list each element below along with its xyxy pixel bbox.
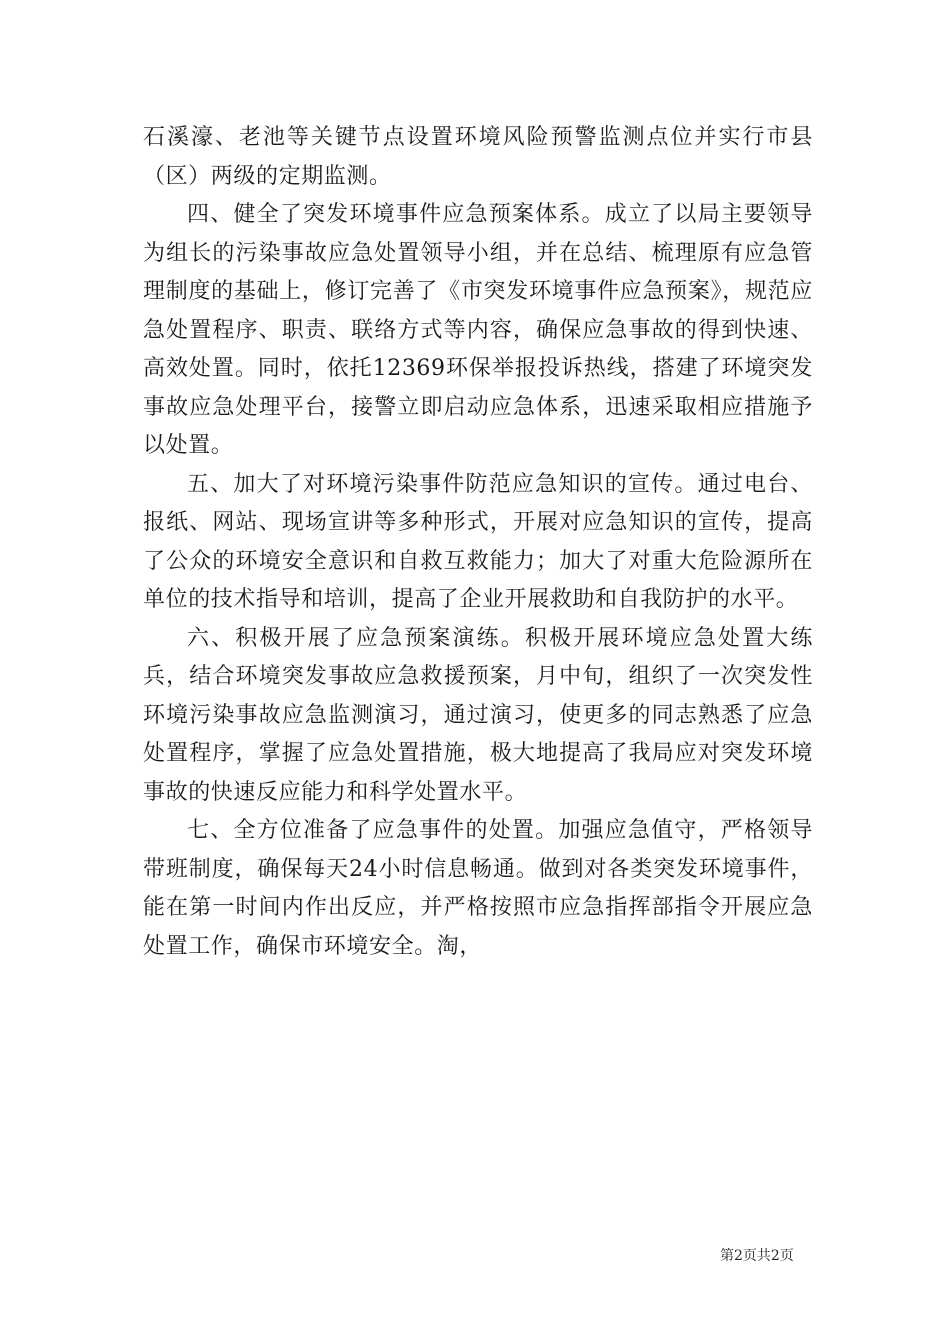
paragraph-section-7: 七、全方位准备了应急事件的处置。加强应急值守，严格领导带班制度，确保每天24小时信息畅通。做到对各类突发环境事件，能在第一时间内作出反应，并严格按照市应急指挥部指令开展应急处置工作，确保市环境安全。淘， (143, 818, 813, 959)
paragraph-section-6: 六、积极开展了应急预案演练。积极开展环境应急处置大练兵，结合环境突发事故应急救援预案，月中旬，组织了一次突发性环境污染事故应急监测演习，通过演习，使更多的同志熟悉了应急处置程序，掌握了应急处置措施，极大地提高了我局应对突发环境事故的快速反应能力和科学处置水平。 (143, 625, 813, 805)
page-number-footer: 第2页共2页 (720, 1248, 794, 1264)
paragraph-continuation: 石溪濠、老池等关键节点设置环境风险预警监测点位并实行市县（区）两级的定期监测。 (143, 125, 813, 189)
paragraph-section-5: 五、加大了对环境污染事件防范应急知识的宣传。通过电台、报纸、网站、现场宣讲等多种形式，开展对应急知识的宣传，提高了公众的环境安全意识和自救互救能力；加大了对重大危险源所在单位的技术指导和培训，提高了企业开展救助和自我防护的水平。 (143, 471, 813, 612)
paragraph-section-4: 四、健全了突发环境事件应急预案体系。成立了以局主要领导为组长的污染事故应急处置领导小组，并在总结、梳理原有应急管理制度的基础上，修订完善了《市突发环境事件应急预案》，规范应急处置程序、职责、联络方式等内容，确保应急事故的得到快速、高效处置。同时，依托12369环保举报投诉热线，搭建了环境突发事故应急处理平台，接警立即启动应急体系，迅速采取相应措施予以处置。 (143, 202, 813, 458)
document-body (143, 119, 813, 966)
